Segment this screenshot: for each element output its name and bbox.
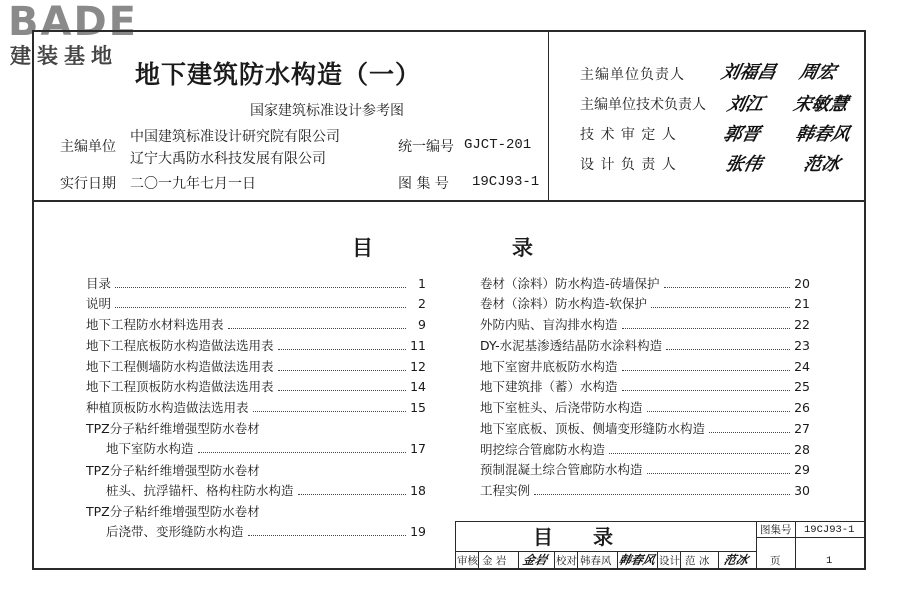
review-label: 审核 (457, 555, 478, 567)
toc-group-heading: TPZ分子粘纤维增强型防水卷材 (86, 463, 260, 478)
signature: 刘江 (725, 94, 766, 115)
title-block-name: 目 录 (533, 525, 613, 549)
code-value: GJCT-201 (464, 137, 532, 153)
signature: 宋敏慧 (791, 94, 850, 115)
review-signature: 金岩 (521, 553, 549, 567)
check-signature: 韩春风 (617, 553, 657, 567)
toc-title-part-1: 目 (352, 236, 373, 260)
toc-entry[interactable]: DY-水泥基渗透结晶防水涂料构造 23 (480, 338, 810, 353)
toc-entry[interactable]: 明挖综合管廊防水构造 28 (480, 442, 810, 457)
brand-logo-subtitle: 建装基地 (10, 44, 118, 68)
title-block-atlas-value: 19CJ93-1 (804, 524, 855, 536)
toc-entry[interactable]: 地下工程顶板防水构造做法选用表 14 (86, 379, 426, 394)
check-label: 校对 (556, 555, 577, 567)
toc-entry[interactable]: 地下室桩头、后浇带防水构造 26 (480, 400, 810, 415)
title-block-page-label: 页 (770, 555, 781, 567)
signature: 刘福昌 (719, 62, 778, 83)
signature: 张伟 (723, 154, 764, 175)
page-title: 地下建筑防水构造（一） (135, 60, 422, 89)
toc-entry[interactable]: 说明 2 (86, 296, 426, 311)
header-vertical-divider (548, 30, 549, 200)
toc-entry[interactable]: 桩头、抗浮锚杆、格构柱防水构造 18 (106, 483, 426, 498)
org-name-2: 辽宁大禹防水科技发展有限公司 (130, 151, 326, 167)
role-chief-org: 主编单位负责人 (580, 67, 685, 83)
design-label: 设计 (659, 555, 680, 567)
toc-entry[interactable]: 地下室底板、顶板、侧墙变形缝防水构造 27 (480, 421, 810, 436)
brand-logo: BADE (8, 0, 138, 45)
atlas-value: 19CJ93-1 (472, 174, 540, 190)
toc-entry[interactable]: 种植顶板防水构造做法选用表 15 (86, 400, 426, 415)
role-chief-tech: 主编单位技术负责人 (580, 97, 706, 113)
toc-entry[interactable]: 外防内贴、盲沟排水构造 22 (480, 317, 810, 332)
toc-entry[interactable]: 地下工程防水材料选用表 9 (86, 317, 426, 332)
atlas-label: 图 集 号 (398, 176, 449, 192)
toc-entry[interactable]: 地下工程侧墙防水构造做法选用表 12 (86, 359, 426, 374)
toc-title-part-2: 录 (512, 236, 533, 260)
toc-group-heading: TPZ分子粘纤维增强型防水卷材 (86, 421, 260, 436)
header-divider (32, 200, 866, 202)
toc-entry[interactable]: 卷材（涂料）防水构造-砖墙保护 20 (480, 276, 810, 291)
signature: 韩春风 (793, 124, 852, 145)
design-signature: 范冰 (722, 553, 750, 567)
toc-entry[interactable]: 工程实例 30 (480, 483, 810, 498)
page-subtitle: 国家建筑标准设计参考图 (250, 103, 404, 119)
toc-group-heading: TPZ分子粘纤维增强型防水卷材 (86, 504, 260, 519)
signature: 范冰 (801, 154, 842, 175)
toc-entry[interactable]: 预制混凝土综合管廊防水构造 29 (480, 462, 810, 477)
design-name: 范 冰 (685, 555, 710, 567)
org-label: 主编单位 (60, 139, 116, 155)
toc-entry[interactable]: 后浇带、变形缝防水构造 19 (106, 524, 426, 539)
title-block-atlas-label: 图集号 (760, 524, 792, 536)
toc-entry[interactable]: 地下工程底板防水构造做法选用表 11 (86, 338, 426, 353)
toc-entry[interactable]: 地下室窗井底板防水构造 24 (480, 359, 810, 374)
review-name: 金 岩 (482, 555, 507, 567)
role-technical-review: 技 术 审 定 人 (580, 127, 677, 143)
check-name: 韩春风 (580, 555, 612, 567)
signature: 周宏 (797, 62, 838, 83)
date-label: 实行日期 (60, 176, 116, 192)
role-design-lead: 设 计 负 责 人 (580, 157, 677, 173)
org-name-1: 中国建筑标准设计研究院有限公司 (130, 129, 340, 145)
toc-entry[interactable]: 地下建筑排（蓄）水构造 25 (480, 379, 810, 394)
toc-entry[interactable]: 卷材（涂料）防水构造-软保护 21 (480, 296, 810, 311)
code-label: 统一编号 (398, 139, 454, 155)
date-value: 二〇一九年七月一日 (130, 176, 256, 192)
toc-entry[interactable]: 目录 1 (86, 276, 426, 291)
toc-entry[interactable]: 地下室防水构造 17 (106, 441, 426, 456)
signature: 郭晋 (721, 124, 762, 145)
title-block-page-value: 1 (826, 555, 833, 567)
